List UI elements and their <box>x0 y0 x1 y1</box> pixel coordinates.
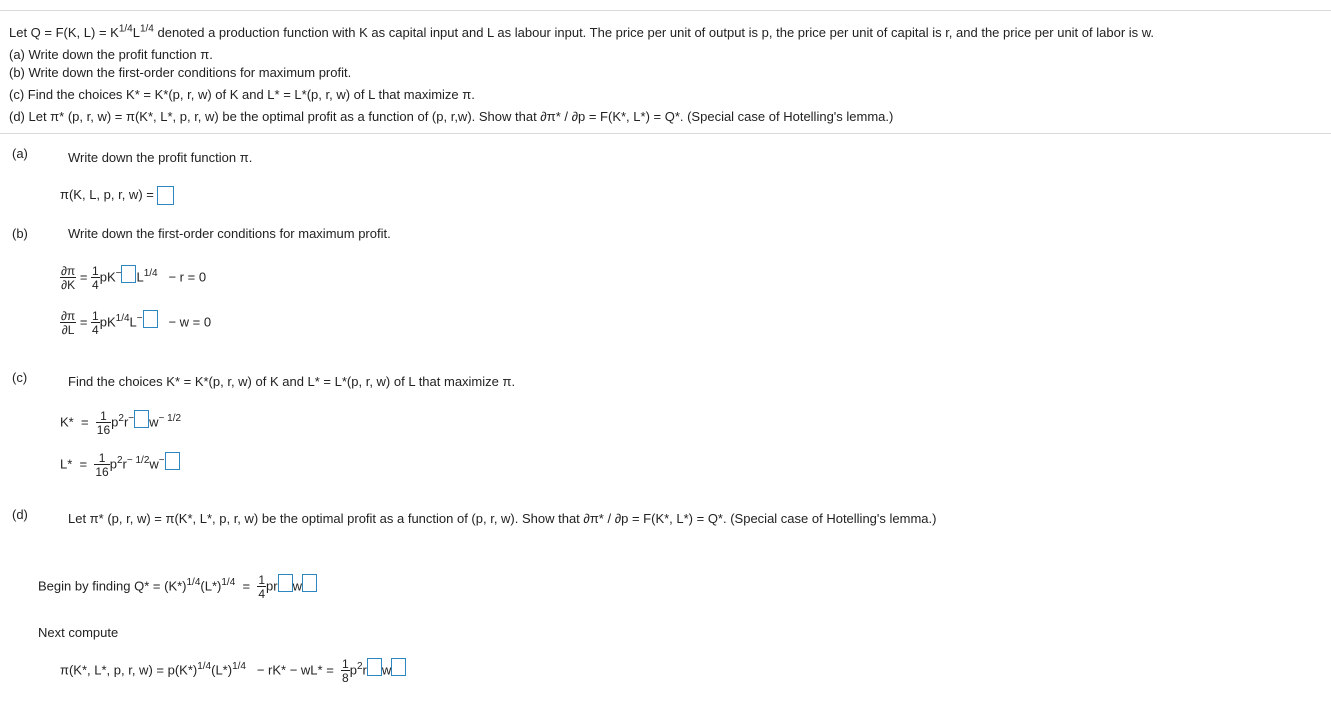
qstar-r-exponent-input[interactable] <box>278 574 293 592</box>
next-compute-label: Next compute <box>38 625 119 640</box>
foc-k-equation: $\frac{\partial\pi}{\partial K}$ = $\frac{1}{4}$ pK− $L^{1/4}$ − r = 0 <box>61 264 207 292</box>
pistar-r-exponent-input[interactable] <box>367 658 382 676</box>
kstar-equation: K* = $\frac{1}{16}$ $p^2r^-$ $w^{- 1/2}$ <box>60 409 182 437</box>
top-divider <box>0 10 1331 11</box>
qstar-equation: Begin by finding $Q* = (K*)^{1/4}(L*)^{1/4}$ = $\frac{1}{4}$ pr w <box>38 574 317 600</box>
part-c-tag: (c) <box>12 370 28 385</box>
lstar-w-exponent-input[interactable] <box>165 452 180 470</box>
dpi-dk-fraction: $\frac{\partial\pi}{\partial K}$ <box>61 264 76 292</box>
problem-part-d: (d) Let π* (p, r, w) = π(K*, L*, p, r, w) be the optimal profit as a function of (p, r,w). Show that ∂π* / ∂p = F(K*, L*) = Q*. (Special case of Hotelling's lemma.) <box>9 109 894 124</box>
pistar-equation: π(K*, L*, p, r, $w) = p(K*)^{1/4}(L*)^{1/4}$ − rK* − wL* = $\frac{1}{8}$ $p^2r$ w <box>60 658 406 684</box>
profit-lhs: π(K, L, p, r, w) = <box>60 186 154 202</box>
part-a-tag: (a) <box>12 146 28 161</box>
kstar-r-exponent-input[interactable] <box>134 410 149 428</box>
part-d-tag: (d) <box>12 507 28 522</box>
qstar-w-exponent-input[interactable] <box>302 574 317 592</box>
profit-function-input[interactable] <box>157 186 174 205</box>
part-b-tag: (b) <box>12 226 28 241</box>
pistar-w-exponent-input[interactable] <box>391 658 406 676</box>
part-a-instruction: Write down the profit function π. <box>68 150 253 165</box>
problem-intro: Let Q = F(K, $L) = K^{1/4}L^{1/4}$ denoted a production function with K as capital input and L as labour input. The price per unit of output is p, the price per unit of capital is r, and the price per unit of labor is w. <box>9 23 1155 40</box>
quarter-fraction: $\frac{1}{4}$ <box>92 309 99 337</box>
sixteenth-fraction: $\frac{1}{16}$ <box>96 409 111 437</box>
problem-part-c: (c) Find the choices K* = K*(p, r, w) of K and L* = L*(p, r, w) of L that maximize π. <box>9 87 475 102</box>
sixteenth-fraction: $\frac{1}{16}$ <box>95 451 109 479</box>
quarter-fraction: $\frac{1}{4}$ <box>258 573 266 601</box>
problem-part-b: (b) Write down the first-order conditions for maximum profit. <box>9 65 352 80</box>
foc-k-exponent-input[interactable] <box>121 265 136 283</box>
part-a-equation <box>60 186 174 205</box>
quarter-fraction: $\frac{1}{4}$ <box>92 264 99 292</box>
divider <box>0 133 1331 134</box>
foc-l-equation: $\frac{\partial\pi}{\partial L}$ = $\frac{1}{4}$ $pK^{1/4}L^-$ − w = 0 <box>61 309 212 337</box>
part-b-instruction: Write down the first-order conditions for maximum profit. <box>68 226 391 241</box>
part-d-instruction: Let π* (p, r, w) = π(K*, L*, p, r, w) be the optimal profit as a function of (p, r, w). Show that ∂π* / ∂p = F(K*, L*) = Q*. (Special case of Hotelling's lemma.) <box>68 511 937 526</box>
foc-l-exponent-input[interactable] <box>143 310 158 328</box>
dpi-dl-fraction: $\frac{\partial\pi}{\partial L}$ <box>61 309 76 337</box>
eighth-fraction: $\frac{1}{8}$ <box>342 657 349 685</box>
problem-part-a: (a) Write down the profit function π. <box>9 47 213 62</box>
lstar-equation: L* = $\frac{1}{16}$ $p^2r^{- 1/2}w^-$ <box>60 452 180 478</box>
part-c-instruction: Find the choices K* = K*(p, r, w) of K and L* = L*(p, r, w) of L that maximize π. <box>68 374 516 389</box>
